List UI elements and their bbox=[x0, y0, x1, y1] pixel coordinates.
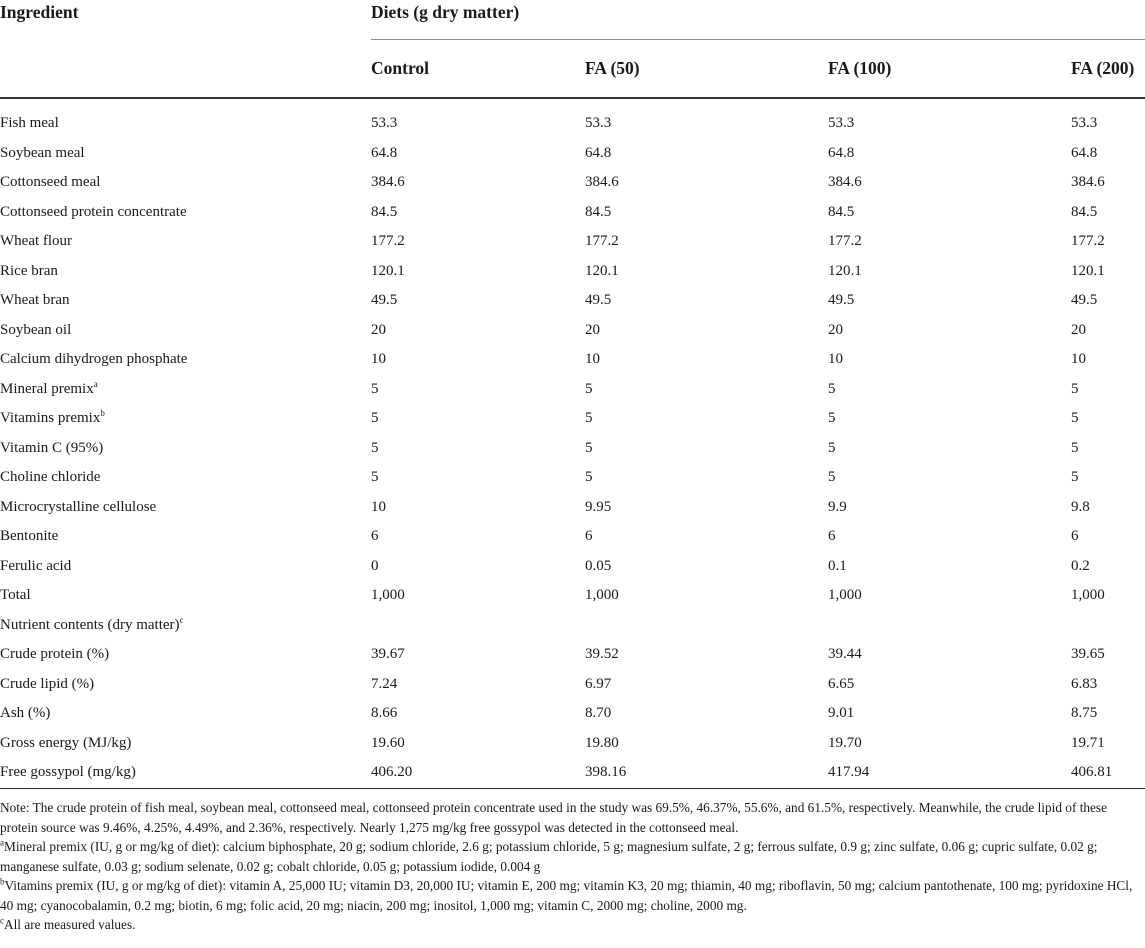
row-label bbox=[0, 729, 371, 759]
cell-fa100: 5 bbox=[828, 410, 836, 427]
cell-control: 10 bbox=[371, 498, 386, 515]
footnote-b-text: Vitamins premix (IU, g or mg/kg of diet): vitamin A, 25,000 IU; vitamin D3, 20,000 IU; vitamin E, 200 mg; vitamin K3, 20 mg; thiamin, 40 mg; riboflavin, 50 mg; calcium pantothenate, 100 mg; pyridoxine HCl, 40 mg; cyanocobalamin, 0.2 mg; biotin, 6 mg; folic acid, 20 mg; niacin, 200 mg; inositol, 1,000 mg; vitamin C, 2000 mg; choline, 2000 mg. bbox=[0, 878, 1133, 913]
header-spacer bbox=[0, 40, 371, 99]
column-header-control: Control bbox=[371, 40, 585, 99]
cell-fa100: 6 bbox=[828, 528, 836, 545]
cell-fa50: 39.52 bbox=[585, 646, 619, 663]
table-row bbox=[0, 729, 1145, 759]
row-label bbox=[0, 640, 371, 670]
cell-fa50 bbox=[585, 611, 828, 641]
row-footnote-mark: b bbox=[100, 408, 105, 419]
cell-fa100: 49.5 bbox=[828, 292, 855, 309]
cell-fa200: 9.8 bbox=[1071, 498, 1090, 515]
table-row bbox=[0, 345, 1145, 375]
cell-control: 7.24 bbox=[371, 675, 398, 692]
cell-fa100: 120.1 bbox=[828, 262, 862, 279]
cell-fa50: 53.3 bbox=[585, 115, 612, 132]
cell-control: 10 bbox=[371, 351, 386, 368]
row-label-text: Calcium dihydrogen phosphate bbox=[0, 351, 188, 368]
cell-fa50: 20 bbox=[585, 321, 600, 338]
cell-control: 1,000 bbox=[371, 587, 405, 604]
row-label bbox=[0, 109, 371, 139]
table-row bbox=[0, 611, 1145, 641]
row-label-text: Wheat flour bbox=[0, 233, 73, 250]
cell-fa200: 5 bbox=[1071, 410, 1079, 427]
column-header-fa50: FA (50) bbox=[585, 40, 828, 99]
row-label-text: Wheat bran bbox=[0, 292, 70, 309]
table-row bbox=[0, 168, 1145, 198]
table-row bbox=[0, 109, 1145, 139]
table-row bbox=[0, 670, 1145, 700]
cell-fa200: 64.8 bbox=[1071, 144, 1098, 161]
table-row bbox=[0, 375, 1145, 405]
row-label-text: Vitamin C (95%) bbox=[0, 439, 104, 456]
cell-fa200: 39.65 bbox=[1071, 646, 1105, 663]
row-label-text: Ash (%) bbox=[0, 705, 51, 722]
table-row bbox=[0, 316, 1145, 346]
cell-fa100: 10 bbox=[828, 351, 843, 368]
cell-control: 84.5 bbox=[371, 203, 398, 220]
table-row bbox=[0, 463, 1145, 493]
row-label-text: Rice bran bbox=[0, 262, 58, 279]
cell-fa100: 19.70 bbox=[828, 734, 862, 751]
cell-control: 177.2 bbox=[371, 233, 405, 250]
cell-fa50: 5 bbox=[585, 410, 593, 427]
cell-fa50: 5 bbox=[585, 439, 593, 456]
row-label-text: Free gossypol (mg/kg) bbox=[0, 764, 136, 781]
cell-control: 53.3 bbox=[371, 115, 398, 132]
row-label-text: Cottonseed meal bbox=[0, 174, 101, 191]
cell-fa50: 9.95 bbox=[585, 498, 612, 515]
cell-fa200: 6.83 bbox=[1071, 675, 1098, 692]
cell-fa50: 8.70 bbox=[585, 705, 612, 722]
footnote-c bbox=[0, 915, 1145, 935]
cell-fa50: 49.5 bbox=[585, 292, 612, 309]
row-label bbox=[0, 198, 371, 228]
cell-control: 5 bbox=[371, 439, 379, 456]
cell-fa50: 10 bbox=[585, 351, 600, 368]
row-label bbox=[0, 345, 371, 375]
cell-fa200: 19.71 bbox=[1071, 734, 1105, 751]
cell-control: 384.6 bbox=[371, 174, 405, 191]
cell-fa100: 417.94 bbox=[828, 758, 1071, 788]
cell-fa50: 5 bbox=[585, 380, 593, 397]
cell-control: 6 bbox=[371, 528, 379, 545]
cell-fa100: 384.6 bbox=[828, 174, 862, 191]
column-header-fa200: FA (200) bbox=[1071, 40, 1145, 99]
cell-fa200: 5 bbox=[1071, 380, 1079, 397]
cell-fa50: 19.80 bbox=[585, 734, 619, 751]
cell-control: 8.66 bbox=[371, 705, 398, 722]
table-row bbox=[0, 139, 1145, 169]
cell-fa200: 0.2 bbox=[1071, 557, 1090, 574]
table-row bbox=[0, 404, 1145, 434]
row-label bbox=[0, 758, 371, 788]
table-row bbox=[0, 640, 1145, 670]
column-header-fa100: FA (100) bbox=[828, 40, 1071, 99]
cell-fa200: 20 bbox=[1071, 321, 1086, 338]
cell-fa50: 84.5 bbox=[585, 203, 612, 220]
footnote-b-mark: b bbox=[0, 876, 5, 887]
cell-fa200: 384.6 bbox=[1071, 174, 1105, 191]
row-label-text: Mineral premix bbox=[0, 380, 94, 397]
table-row bbox=[0, 581, 1145, 611]
diets-group-header: Diets (g dry matter) bbox=[371, 0, 1145, 40]
cell-fa200: 1,000 bbox=[1071, 587, 1105, 604]
row-label bbox=[0, 404, 371, 434]
footnote-a-mark: a bbox=[0, 837, 4, 848]
row-label bbox=[0, 611, 371, 641]
cell-fa100: 39.44 bbox=[828, 646, 862, 663]
cell-fa200: 53.3 bbox=[1071, 115, 1098, 132]
header-gap bbox=[0, 98, 1145, 109]
row-label-text: Cottonseed protein concentrate bbox=[0, 203, 187, 220]
cell-fa50: 398.16 bbox=[585, 758, 828, 788]
footnote-c-mark: c bbox=[0, 915, 4, 926]
cell-fa100: 177.2 bbox=[828, 233, 862, 250]
table-body bbox=[0, 109, 1145, 788]
row-label bbox=[0, 375, 371, 405]
cell-fa200: 49.5 bbox=[1071, 292, 1098, 309]
row-label-text: Vitamins premix bbox=[0, 410, 101, 427]
row-footnote-mark: a bbox=[93, 378, 98, 389]
cell-control: 5 bbox=[371, 469, 379, 486]
row-label-text: Soybean oil bbox=[0, 321, 72, 338]
cell-fa200: 8.75 bbox=[1071, 705, 1098, 722]
cell-fa50: 177.2 bbox=[585, 233, 619, 250]
row-label bbox=[0, 227, 371, 257]
cell-fa200: 5 bbox=[1071, 469, 1079, 486]
cell-fa100: 5 bbox=[828, 380, 836, 397]
cell-control: 0 bbox=[371, 557, 379, 574]
table-row bbox=[0, 227, 1145, 257]
row-label-text: Nutrient contents (dry matter) bbox=[0, 616, 180, 633]
cell-fa50: 0.05 bbox=[585, 557, 612, 574]
cell-control: 120.1 bbox=[371, 262, 405, 279]
footnote-c-text: All are measured values. bbox=[4, 917, 136, 932]
cell-control: 5 bbox=[371, 380, 379, 397]
cell-control bbox=[371, 611, 585, 641]
row-label bbox=[0, 316, 371, 346]
cell-control: 64.8 bbox=[371, 144, 398, 161]
cell-fa100: 9.01 bbox=[828, 705, 855, 722]
row-label-text: Crude protein (%) bbox=[0, 646, 110, 663]
cell-fa200: 6 bbox=[1071, 528, 1079, 545]
cell-fa50: 6 bbox=[585, 528, 593, 545]
row-footnote-mark: c bbox=[179, 614, 184, 625]
cell-fa50: 5 bbox=[585, 469, 593, 486]
cell-fa200: 177.2 bbox=[1071, 233, 1105, 250]
cell-fa100: 0.1 bbox=[828, 557, 847, 574]
row-label bbox=[0, 552, 371, 582]
cell-fa100: 64.8 bbox=[828, 144, 855, 161]
row-label-text: Crude lipid (%) bbox=[0, 675, 95, 692]
row-label-text: Gross energy (MJ/kg) bbox=[0, 734, 132, 751]
row-label-text: Total bbox=[0, 587, 31, 604]
row-label bbox=[0, 286, 371, 316]
table-footnotes bbox=[0, 798, 1145, 935]
cell-fa100: 9.9 bbox=[828, 498, 847, 515]
row-label bbox=[0, 493, 371, 523]
table-row bbox=[0, 758, 1145, 788]
cell-fa50: 64.8 bbox=[585, 144, 612, 161]
cell-fa100 bbox=[828, 611, 1071, 641]
table-row bbox=[0, 198, 1145, 228]
row-label-text: Ferulic acid bbox=[0, 557, 72, 574]
cell-fa100: 5 bbox=[828, 469, 836, 486]
cell-control: 19.60 bbox=[371, 734, 405, 751]
cell-control: 20 bbox=[371, 321, 386, 338]
cell-fa100: 5 bbox=[828, 439, 836, 456]
cell-fa100: 53.3 bbox=[828, 115, 855, 132]
cell-fa100: 1,000 bbox=[828, 587, 862, 604]
ingredient-column-header: Ingredient bbox=[0, 2, 79, 22]
row-label bbox=[0, 463, 371, 493]
cell-fa50: 120.1 bbox=[585, 262, 619, 279]
cell-fa50: 1,000 bbox=[585, 587, 619, 604]
row-label bbox=[0, 139, 371, 169]
table-row bbox=[0, 522, 1145, 552]
cell-fa100: 6.65 bbox=[828, 675, 855, 692]
table-row bbox=[0, 699, 1145, 729]
row-label-text: Bentonite bbox=[0, 528, 59, 545]
cell-fa200: 120.1 bbox=[1071, 262, 1105, 279]
table-header bbox=[0, 0, 1145, 109]
row-label bbox=[0, 581, 371, 611]
footnote-b bbox=[0, 876, 1145, 915]
table-row bbox=[0, 434, 1145, 464]
cell-fa50: 384.6 bbox=[585, 174, 619, 191]
footnote-a bbox=[0, 837, 1145, 876]
cell-fa100: 84.5 bbox=[828, 203, 855, 220]
row-label bbox=[0, 522, 371, 552]
row-label bbox=[0, 434, 371, 464]
cell-control: 39.67 bbox=[371, 646, 405, 663]
table-row bbox=[0, 257, 1145, 287]
cell-fa100: 20 bbox=[828, 321, 843, 338]
cell-control: 5 bbox=[371, 410, 379, 427]
row-label bbox=[0, 257, 371, 287]
table-row bbox=[0, 493, 1145, 523]
row-label-text: Choline chloride bbox=[0, 469, 101, 486]
footnote-a-text: Mineral premix (IU, g or mg/kg of diet): calcium biphosphate, 20 g; sodium chloride, 2.6 g; potassium chloride, 5 g; magnesium sulfate, 2 g; ferrous sulfate, 0.9 g; zinc sulfate, 0.06 g; cupric sulfate, 0.02 g; manganese sulfate, 0.03 g; sodium selenate, 0.02 g; cobalt chloride, 0.05 g; potassium iodide, 0.004 g bbox=[0, 839, 1098, 874]
cell-fa200: 406.81 bbox=[1071, 758, 1145, 788]
row-label-text: Microcrystalline cellulose bbox=[0, 498, 157, 515]
cell-fa200: 5 bbox=[1071, 439, 1079, 456]
row-label-text: Soybean meal bbox=[0, 144, 85, 161]
cell-control: 49.5 bbox=[371, 292, 398, 309]
cell-fa200 bbox=[1071, 611, 1145, 641]
cell-control: 406.20 bbox=[371, 758, 585, 788]
row-label-text: Fish meal bbox=[0, 115, 59, 132]
table-row bbox=[0, 286, 1145, 316]
cell-fa200: 10 bbox=[1071, 351, 1086, 368]
cell-fa200: 84.5 bbox=[1071, 203, 1098, 220]
row-label bbox=[0, 168, 371, 198]
table-row bbox=[0, 552, 1145, 582]
cell-fa50: 6.97 bbox=[585, 675, 612, 692]
footnote-main: Note: The crude protein of fish meal, soybean meal, cottonseed meal, cottonseed protein concentrate used in the study was 69.5%, 46.37%, 55.6%, and 61.5%, respectively. Meanwhile, the crude lipid of these protein source was 9.46%, 4.25%, 4.49%, and 2.36%, respectively. Nearly 1,275 mg/kg free gossypol was detected in the cottonseed meal. bbox=[0, 800, 1108, 835]
row-label bbox=[0, 699, 371, 729]
row-label bbox=[0, 670, 371, 700]
